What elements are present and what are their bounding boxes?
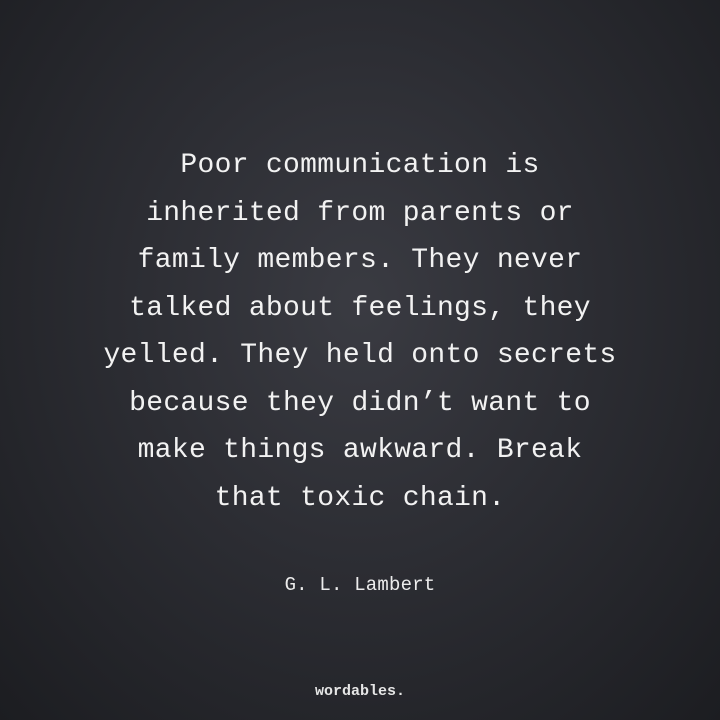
quote-line: Poor communication is: [180, 150, 540, 181]
quote-text: [60, 142, 660, 522]
quote-line: yelled. They held onto secrets: [103, 340, 617, 371]
quote-line: because they didn’t want to: [129, 387, 591, 419]
quote-line: make things awkward. Break: [137, 435, 583, 466]
quote-line: that toxic chain.: [214, 482, 506, 514]
quote-line: inherited from parents or: [146, 197, 574, 229]
brand-watermark: wordables.: [314, 683, 405, 700]
quote-line: family members. They never: [137, 245, 583, 276]
quote-line: talked about feelings, they: [129, 292, 591, 324]
quote-author: G. L. Lambert: [284, 574, 436, 596]
